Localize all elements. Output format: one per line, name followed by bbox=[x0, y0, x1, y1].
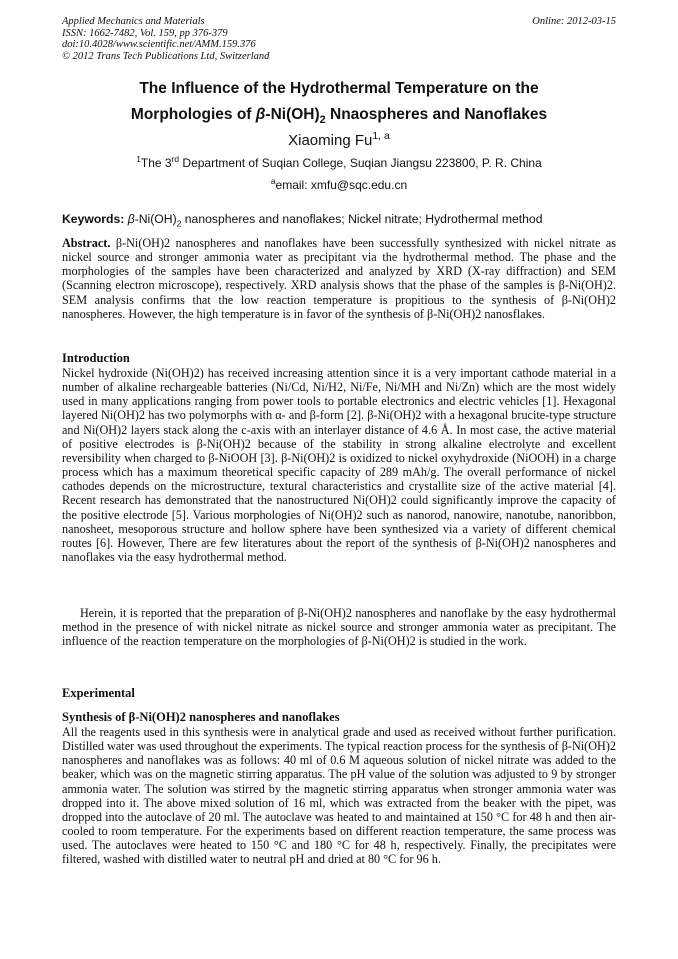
online-date: Online: 2012-03-15 bbox=[532, 16, 616, 27]
copyright-line: © 2012 Trans Tech Publications Ltd, Switzerland bbox=[62, 50, 270, 62]
introduction-paragraph-1: Nickel hydroxide (Ni(OH)2) has received increasing attention since it is a very important cathode material in a number of alkaline rechargeable batteries (Ni/Cd, Ni/H2, Ni/Fe, Ni/MH and Ni/Zn) which are the most widely used in many applications ranging from power tools to portable electronics and electric vehicles [1]. Hexagonal layered Ni(OH)2 has two polymorphs with α- and β-form [2]. β-Ni(OH)2 with a hexagonal brucite-type structure and Ni(OH)2 layers stack along the c-axis with an interlayer distance of 4.6 Å. In most case, the active material of positive electrodes is β-Ni(OH)2 because of the stability in strong alkaline electrolyte and excellent reversibility when charged to β-NiOOH [3]. β-Ni(OH)2 is oxidized to nickel oxyhydroxide (NiOOH) in a charge process which has a maximum theoretical specific capacity of 289 mAh/g. The overall performance of nickel cathodes depends on the microstructure, textural characteristics and crystallite size of the active material [4]. Recent research has demonstrated that the nanostructured Ni(OH)2 could significantly improve the capacity of the positive electrode [5]. Various morphologies of Ni(OH)2 such as nanorod, nanowire, nanotube, nanoribbon, nanosheet, mesoporous structure and hollow sphere have been synthesized via a variety of different chemical routes [6]. However, There are few literatures about the report of the synthesis of β-Ni(OH)2 nanospheres and nanoflakes via the easy hydrothermal method. bbox=[62, 366, 616, 565]
abstract-label: Abstract. bbox=[62, 236, 111, 250]
introduction-paragraph-2: Herein, it is reported that the preparation of β-Ni(OH)2 nanospheres and nanoflake by the easy hydrothermal method in the presence of with nickel nitrate as nickel source and stronger ammonia water as precipitant. The influence of the reaction temperature on the morphologies of β-Ni(OH)2 is studied in the work. bbox=[62, 606, 616, 649]
email: $^a$email: xmfu@sqc.edu.cn bbox=[270, 176, 408, 192]
journal-name: Applied Mechanics and Materials bbox=[62, 16, 205, 27]
issn-line: ISSN: 1662-7482, Vol. 159, pp 376-379 bbox=[62, 27, 228, 39]
title-line-2: Morphologies of $\beta-Ni(OH)_2$ Nnaospheres and Nanoflakes bbox=[130, 106, 548, 127]
experimental-heading: Experimental bbox=[62, 686, 135, 700]
doi-line: doi:10.4028/www.scientific.net/AMM.159.376 bbox=[62, 39, 256, 50]
synthesis-subheading: Synthesis of β-Ni(OH)2 nanospheres and nanoflakes bbox=[62, 710, 340, 724]
journal-header bbox=[62, 16, 269, 62]
abstract bbox=[62, 236, 616, 321]
author: Xiaoming Fu$^{1, a}$ bbox=[288, 130, 390, 149]
affiliation: $^1$The 3rd Department of Suqian College, Suqian Jiangsu 223800, P. R. China bbox=[136, 154, 542, 170]
title-line-1: The Influence of the Hydrothermal Temperature on the bbox=[139, 80, 539, 97]
keywords: Keywords: $\beta-Ni(OH)_2$ nanospheres and nanoflakes; Nickel nitrate; Hydrothermal method bbox=[62, 212, 543, 229]
abstract-text: β-Ni(OH)2 nanospheres and nanoflakes have been successfully synthesized with nickel nitrate as nickel source and stronger ammonia water as precipitant via the hydrothermal method. The phase and the morphologies of the samples have been characterized and analyzed by XRD (X-ray diffraction) and SEM (Scanning electron microscope), respectively. XRD analysis shows that the phase of the samples is β-Ni(OH)2. SEM analysis confirms that the low reaction temperature is propitious to the synthesis of β-Ni(OH)2 nanospheres. However, the high temperature is in favor of the synthesis of β-Ni(OH)2 nanosflakes. bbox=[62, 236, 617, 321]
experimental-paragraph: All the reagents used in this synthesis were in analytical grade and used as received without further purification. Distilled water was used throughout the experiments. The typical reaction process for the synthesis of β-Ni(OH)2 nanospheres and nanoflakes was as follows: 40 ml of 0.6 M aqueous solution of nickel nitrate was added to the beaker, which was on the magnetic stirring apparatus. The pH value of the solution was adjusted to 9 by stronger ammonia water. The solution was stirred by the magnetic stirring apparatus when stronger ammonia water was dropped into it. The above mixed solution of 16 ml, which was extracted from the beaker with the pipet, was dropped into the autoclave of 20 ml. The autoclave was heated to and maintained at 150 °C for 48 h and then air-cooled to room temperature. For the experiments based on different reaction temperature, the same process was used. The autoclaves were heated to 150 °C and 180 °C for 48 h, respectively. Finally, the precipitates were filtered, washed with distilled water to neutral pH and dried at 80 °C for 96 h. bbox=[62, 725, 616, 867]
introduction-heading: Introduction bbox=[62, 351, 130, 365]
